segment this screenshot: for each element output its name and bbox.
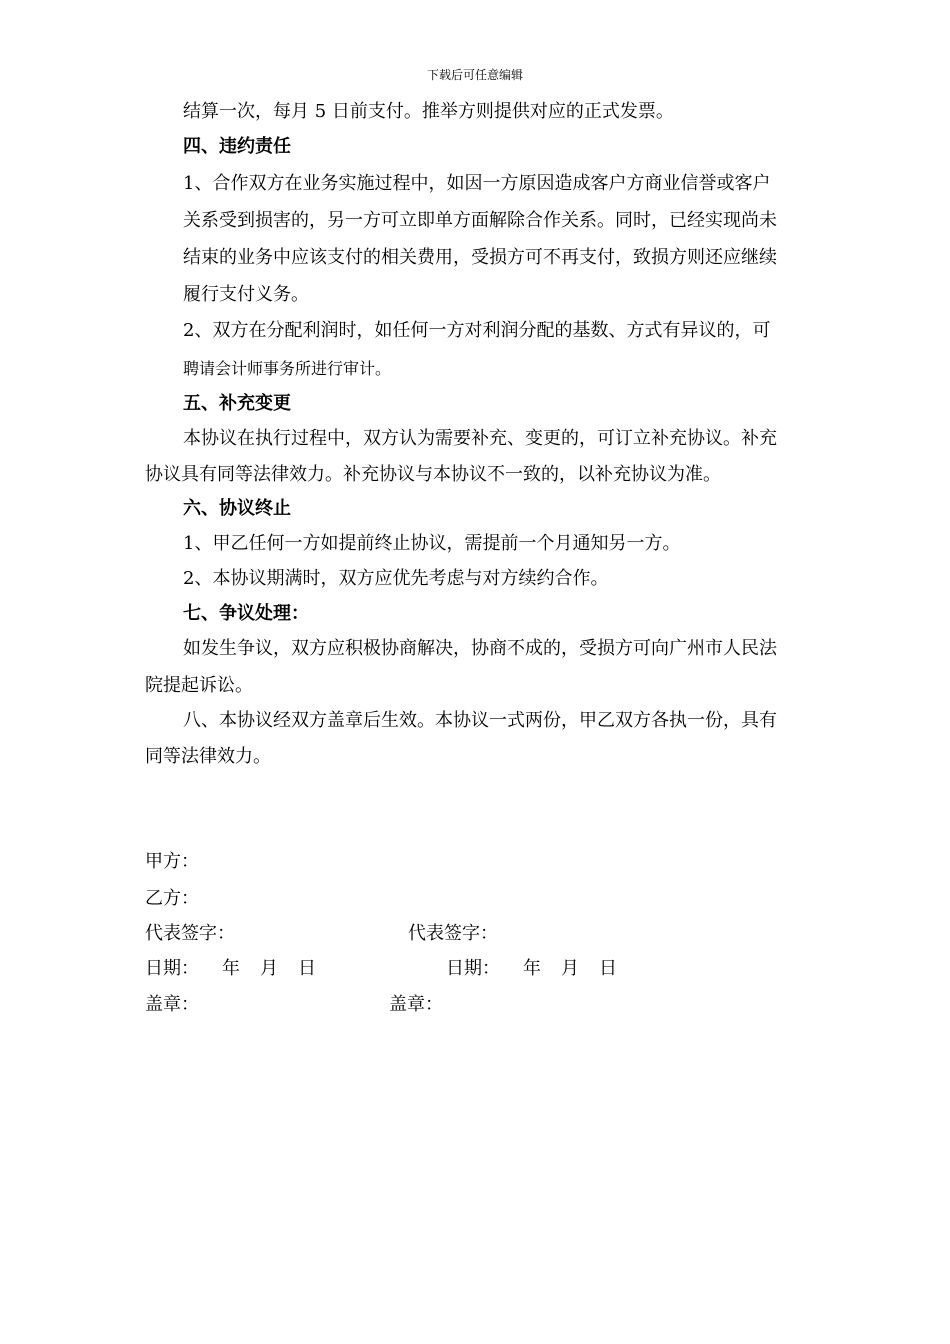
section-5-line-1: 本协议在执行过程中，双方认为需要补充、变更的，可订立补充协议。补充 xyxy=(183,428,777,449)
header-note: 下载后可任意编辑 xyxy=(426,68,523,82)
party-b-label: 乙方： xyxy=(145,888,199,909)
date-left-month: 月 xyxy=(260,958,278,979)
section-4-title: 四、违约责任 xyxy=(183,136,291,157)
section-8-line-2: 同等法律效力。 xyxy=(145,746,271,767)
section-5-line-2: 协议具有同等法律效力。补充协议与本协议不一致的，以补充协议为准。 xyxy=(145,464,721,485)
date-right-label: 日期： xyxy=(446,958,500,979)
payment-line: 结算一次，每月 5 日前支付。推举方则提供对应的正式发票。 xyxy=(183,101,674,122)
section-4-p1-line-2: 关系受到损害的，另一方可立即单方面解除合作关系。同时，已经实现尚未 xyxy=(183,210,777,231)
section-6-line-1: 1、甲乙任何一方如提前终止协议，需提前一个月通知另一方。 xyxy=(183,533,681,554)
rep-signature-left: 代表签字： xyxy=(145,923,235,944)
section-7-line-1: 如发生争议，双方应积极协商解决，协商不成的，受损方可向广州市人民法 xyxy=(183,638,777,659)
section-4-p1-line-3: 结束的业务中应该支付的相关费用，受损方可不再支付，致损方则还应继续 xyxy=(183,247,777,268)
section-4-p1-line-4: 履行支付义务。 xyxy=(183,284,309,305)
section-4-p1-line-1: 1、合作双方在业务实施过程中，如因一方原因造成客户方商业信誉或客户 xyxy=(183,173,771,194)
section-4-p2-line-2: 聘请会计师事务所进行审计。 xyxy=(183,359,392,378)
seal-right-label: 盖章： xyxy=(389,994,443,1015)
date-right-month: 月 xyxy=(561,958,579,979)
section-6-line-2: 2、本协议期满时，双方应优先考虑与对方续约合作。 xyxy=(183,568,609,589)
section-5-title: 五、补充变更 xyxy=(183,393,291,414)
date-left-day: 日 xyxy=(298,958,316,979)
section-7-line-2: 院提起诉讼。 xyxy=(145,675,253,696)
rep-signature-right: 代表签字： xyxy=(408,923,498,944)
date-right-year: 年 xyxy=(523,958,541,979)
section-4-p2-line-1: 2、双方在分配利润时，如任何一方对利润分配的基数、方式有异议的，可 xyxy=(183,320,771,341)
seal-left-label: 盖章： xyxy=(145,994,199,1015)
party-a-label: 甲方： xyxy=(145,851,199,872)
section-7-title: 七、争议处理： xyxy=(183,603,309,624)
section-8-line-1: 八、本协议经双方盖章后生效。本协议一式两份，甲乙双方各执一份，具有 xyxy=(183,710,777,731)
section-6-title: 六、协议终止 xyxy=(183,498,291,519)
date-right-day: 日 xyxy=(599,958,617,979)
date-left-label: 日期： xyxy=(145,958,199,979)
date-left-year: 年 xyxy=(222,958,240,979)
